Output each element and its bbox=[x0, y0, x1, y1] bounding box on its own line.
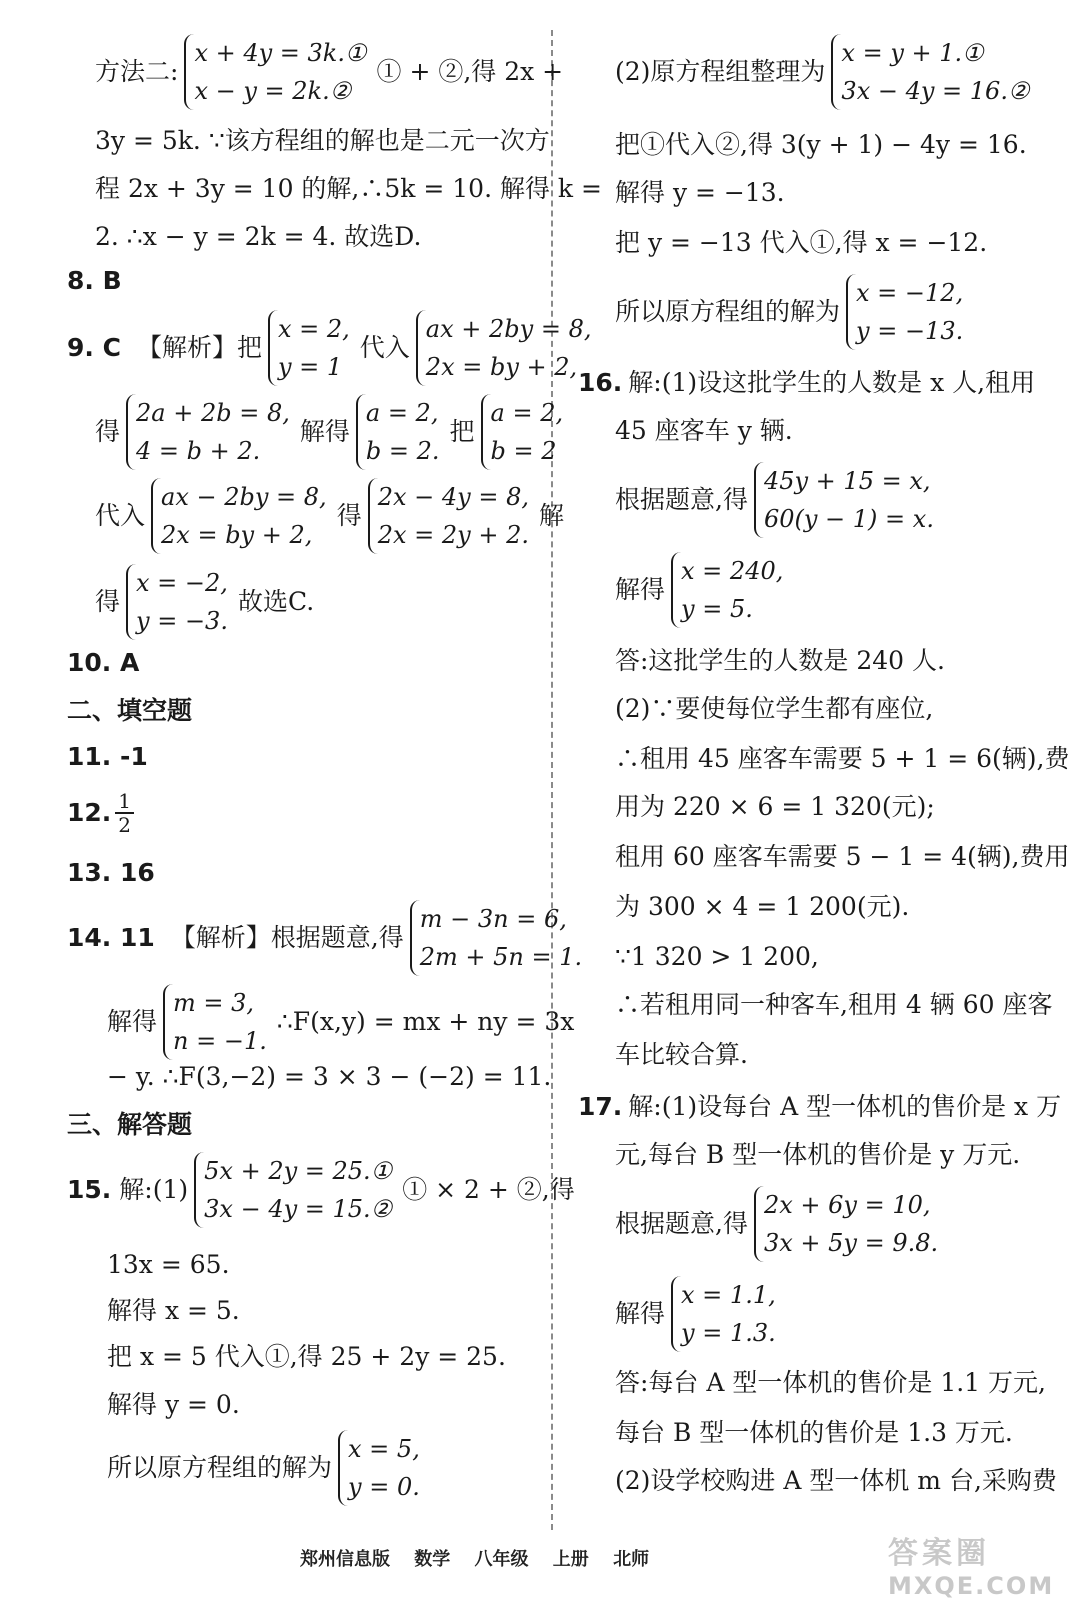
section-heading-solve: 三、解答题 bbox=[67, 1110, 193, 1139]
equation-system: x = 5, y = 0. bbox=[338, 1430, 424, 1506]
method2-line: 方法二: x + 4y = 3k.① x − y = 2k.② ① + ②,得 2x + bbox=[95, 34, 563, 110]
answer-15-result: 所以原方程组的解为 x = 5, y = 0. bbox=[107, 1430, 430, 1506]
page-footer: 郑州信息版 数学 八年级 上册 北师 bbox=[300, 1549, 650, 1570]
text-line: 13x = 65. bbox=[107, 1250, 230, 1279]
equation-system: 2a + 2b = 8, 4 = b + 2. bbox=[126, 394, 294, 470]
text-line: 为 300 × 4 = 1 200(元). bbox=[615, 892, 910, 921]
equation-system: a = 2, b = 2 bbox=[481, 394, 568, 470]
answer-9: 9. C 【解析】把 x = 2, y = 1 代入 ax + 2by = 8, 2x = by + 2, bbox=[67, 310, 601, 386]
text-line: (2)∵要使每位学生都有座位, bbox=[615, 694, 934, 723]
text-line: ∴若租用同一种客车,租用 4 辆 60 座客 bbox=[615, 990, 1053, 1019]
equation-system: x = 1.1, y = 1.3. bbox=[671, 1276, 780, 1352]
answer-17-solution: 解得 x = 1.1, y = 1.3. bbox=[615, 1276, 786, 1352]
text-line: ∵1 320 > 1 200, bbox=[615, 942, 819, 971]
text-line: 2. ∴x − y = 2k = 4. 故选D. bbox=[95, 222, 422, 251]
equation-system: m = 3, n = −1. bbox=[163, 984, 271, 1060]
equation-system: 5x + 2y = 25.① 3x − 4y = 15.② bbox=[194, 1152, 396, 1228]
answer-14-line2: 解得 m = 3, n = −1. ∴F(x,y) = mx + ny = 3x bbox=[107, 984, 574, 1060]
fraction: $\frac{1}{2}$ bbox=[115, 790, 134, 836]
text-line: 把①代入②,得 3(y + 1) − 4y = 16. bbox=[615, 130, 1027, 159]
answer-16: 16. 解:(1)设这批学生的人数是 x 人,租用 bbox=[578, 367, 1036, 397]
section-heading-fill-in: 二、填空题 bbox=[67, 696, 193, 725]
answer-10: 10. A bbox=[67, 648, 140, 677]
answer-9-line2: 得 2a + 2b = 8, 4 = b + 2. 解得 a = 2, b = 2. 把 a = 2, b = 2 bbox=[95, 394, 573, 470]
equation-system: 2x + 6y = 10, 3x + 5y = 9.8. bbox=[754, 1186, 942, 1262]
text-line: 把 y = −13 代入①,得 x = −12. bbox=[615, 228, 988, 257]
equation-system: x = 240, y = 5. bbox=[671, 552, 787, 628]
equation-system: x = −2, y = −3. bbox=[126, 564, 232, 640]
text-line: 程 2x + 3y = 10 的解,∴5k = 10. 解得 k = bbox=[95, 174, 602, 203]
text-line: 元,每台 B 型一体机的售价是 y 万元. bbox=[615, 1140, 1021, 1169]
text-line: 解得 x = 5. bbox=[107, 1296, 240, 1325]
text-line: 45 座客车 y 辆. bbox=[615, 416, 793, 445]
text-line: 3y = 5k. ∵该方程组的解也是二元一次方 bbox=[95, 126, 550, 155]
answer-12: 12. $\frac{1}{2}$ bbox=[67, 790, 134, 836]
text-line: 租用 60 座客车需要 5 − 1 = 4(辆),费用 bbox=[615, 842, 1070, 871]
answer-14: 14. 11 【解析】根据题意,得 m − 3n = 6, 2m + 5n = 1. bbox=[67, 900, 592, 976]
text-line: 解得 y = −13. bbox=[615, 178, 785, 207]
answer-13: 13. 16 bbox=[67, 858, 155, 887]
text-line: 每台 B 型一体机的售价是 1.3 万元. bbox=[615, 1418, 1013, 1447]
text-line: − y. ∴F(3,−2) = 3 × 3 − (−2) = 11. bbox=[107, 1062, 552, 1091]
equation-system: x + 4y = 3k.① x − y = 2k.② bbox=[184, 34, 370, 110]
equation-system: x = y + 1.① 3x − 4y = 16.② bbox=[831, 34, 1033, 110]
answer-15-part2: (2)原方程组整理为 x = y + 1.① 3x − 4y = 16.② bbox=[615, 34, 1039, 110]
text-line: 车比较合算. bbox=[615, 1040, 748, 1069]
answer-9-line4: 得 x = −2, y = −3. 故选C. bbox=[95, 564, 314, 640]
answer-17: 17. 解:(1)设每台 A 型一体机的售价是 x 万 bbox=[578, 1091, 1062, 1121]
column-divider bbox=[551, 30, 553, 1530]
equation-system: ax − 2by = 8, 2x = by + 2, bbox=[151, 478, 331, 554]
equation-system: 45y + 15 = x, 60(y − 1) = x. bbox=[754, 462, 938, 538]
answer-11: 11. -1 bbox=[67, 742, 148, 771]
equation-system: 2x − 4y = 8, 2x = 2y + 2. bbox=[368, 478, 533, 554]
equation-system: x = −12, y = −13. bbox=[846, 274, 967, 350]
equation-system: m − 3n = 6, 2m + 5n = 1. bbox=[410, 900, 586, 976]
text-line: 用为 220 × 6 = 1 320(元); bbox=[615, 792, 935, 821]
text-line: ∴租用 45 座客车需要 5 + 1 = 6(辆),费 bbox=[615, 744, 1070, 773]
text-line: 解得 y = 0. bbox=[107, 1390, 240, 1419]
answer-9-line3: 代入 ax − 2by = 8, 2x = by + 2, 得 2x − 4y = 8, 2x = 2y + 2. 解 bbox=[95, 478, 564, 554]
answer-15-part2-result: 所以原方程组的解为 x = −12, y = −13. bbox=[615, 274, 973, 350]
answer-8: 8. B bbox=[67, 266, 122, 295]
equation-system: a = 2, b = 2. bbox=[356, 394, 444, 470]
text-line: 答:这批学生的人数是 240 人. bbox=[615, 646, 945, 675]
answer-16-solution: 解得 x = 240, y = 5. bbox=[615, 552, 793, 628]
answer-17-equations: 根据题意,得 2x + 6y = 10, 3x + 5y = 9.8. bbox=[615, 1186, 948, 1262]
answer-15: 15. 解:(1) 5x + 2y = 25.① 3x − 4y = 15.② ① × 2 + ②,得 bbox=[67, 1152, 575, 1228]
text-line: 把 x = 5 代入①,得 25 + 2y = 25. bbox=[107, 1342, 506, 1371]
text-line: 答:每台 A 型一体机的售价是 1.1 万元, bbox=[615, 1368, 1046, 1397]
watermark-logo: 答案圈 MXQE.COM bbox=[888, 1536, 1055, 1600]
equation-system: x = 2, y = 1 bbox=[268, 310, 354, 386]
equation-system: ax + 2by = 8, 2x = by + 2, bbox=[416, 310, 596, 386]
text-line: (2)设学校购进 A 型一体机 m 台,采购费 bbox=[615, 1466, 1057, 1495]
answer-16-equations: 根据题意,得 45y + 15 = x, 60(y − 1) = x. bbox=[615, 462, 944, 538]
